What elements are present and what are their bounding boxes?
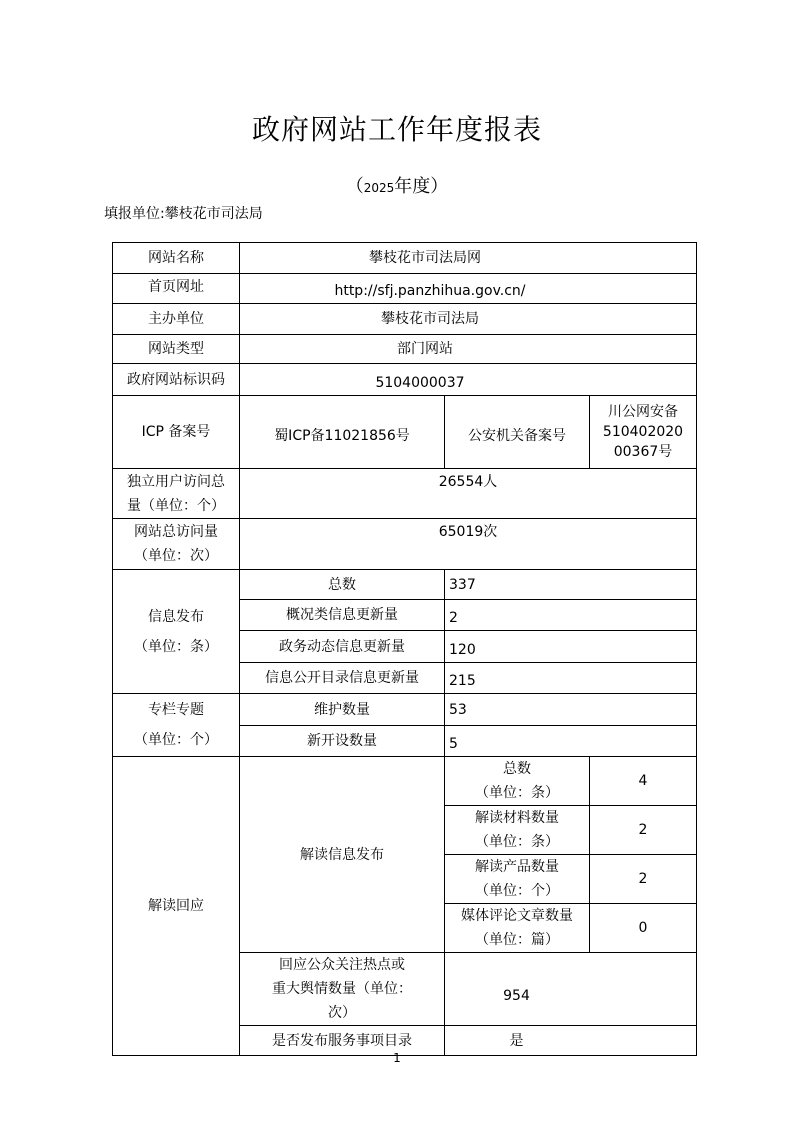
info-overview-value: 2 [445, 600, 697, 631]
interp-total-value: 4 [590, 757, 697, 806]
info-total-label: 总数 [240, 570, 445, 600]
interp-media-value: 0 [590, 904, 697, 953]
info-news-value: 120 [445, 631, 697, 663]
site-type-label: 网站类型 [113, 335, 240, 364]
site-name-value: 攀枝花市司法局网 [240, 243, 697, 274]
page-number: 1 [393, 1051, 401, 1065]
column-new-label: 新开设数量 [240, 726, 445, 757]
info-publish-label: 信息发布 （单位：条） [113, 570, 240, 694]
service-catalog-label: 是否发布服务事项目录 [240, 1026, 445, 1056]
info-catalog-value: 215 [445, 663, 697, 694]
sponsor-value: 攀枝花市司法局 [240, 304, 697, 335]
interp-product-value: 2 [590, 855, 697, 904]
table-row [113, 274, 697, 304]
interpretation-label: 解读回应 [113, 757, 240, 1056]
table-row [113, 396, 697, 469]
interpretation-publish-label: 解读信息发布 [240, 757, 445, 953]
info-overview-label: 概况类信息更新量 [240, 600, 445, 631]
police-value: 川公网安备 510402020 00367号 [590, 396, 697, 469]
report-year: （2025年度） [345, 176, 449, 197]
year-value: 2025 [363, 181, 395, 195]
uv-value: 26554人 [240, 469, 697, 519]
interp-product-label: 解读产品数量 （单位：个） [445, 855, 590, 904]
report-table [112, 242, 697, 1056]
column-maintain-label: 维护数量 [240, 694, 445, 726]
table-row [113, 364, 697, 396]
table-row [113, 694, 697, 726]
table-row [113, 243, 697, 274]
info-news-label: 政务动态信息更新量 [240, 631, 445, 663]
interp-material-value: 2 [590, 806, 697, 855]
service-catalog-value: 是 [445, 1026, 697, 1056]
site-id-label: 政府网站标识码 [113, 364, 240, 396]
column-new-value: 5 [445, 726, 697, 757]
pv-value: 65019次 [240, 519, 697, 570]
icp-value: 蜀ICP备11021856号 [240, 396, 445, 469]
site-name-label: 网站名称 [113, 243, 240, 274]
homepage-label: 首页网址 [113, 274, 240, 304]
table-row [113, 519, 697, 570]
table-row [113, 570, 697, 600]
response-value: 954 [445, 953, 697, 1026]
site-type-value: 部门网站 [240, 335, 697, 364]
filing-unit: 填报单位:攀枝花市司法局 [104, 206, 263, 222]
interp-media-label: 媒体评论文章数量 （单位：篇） [445, 904, 590, 953]
homepage-value: http://sfj.panzhihua.gov.cn/ [240, 274, 697, 304]
column-topic-label: 专栏专题 （单位：个） [113, 694, 240, 757]
uv-label: 独立用户访问总 量（单位：个） [113, 469, 240, 519]
info-catalog-label: 信息公开目录信息更新量 [240, 663, 445, 694]
report-title: 政府网站工作年度报表 [251, 113, 542, 146]
column-maintain-value: 53 [445, 694, 697, 726]
police-label: 公安机关备案号 [445, 396, 590, 469]
interp-total-label: 总数 （单位：条） [445, 757, 590, 806]
sponsor-label: 主办单位 [113, 304, 240, 335]
table-row [113, 469, 697, 519]
interp-material-label: 解读材料数量 （单位：条） [445, 806, 590, 855]
site-id-value: 5104000037 [240, 364, 697, 396]
pv-label: 网站总访问量 （单位：次） [113, 519, 240, 570]
table-row [113, 757, 697, 806]
table-row [113, 304, 697, 335]
info-total-value: 337 [445, 570, 697, 600]
table-row [113, 335, 697, 364]
icp-label: ICP 备案号 [113, 396, 240, 469]
response-label: 回应公众关注热点或 重大舆情数量（单位： 次） [240, 953, 445, 1026]
